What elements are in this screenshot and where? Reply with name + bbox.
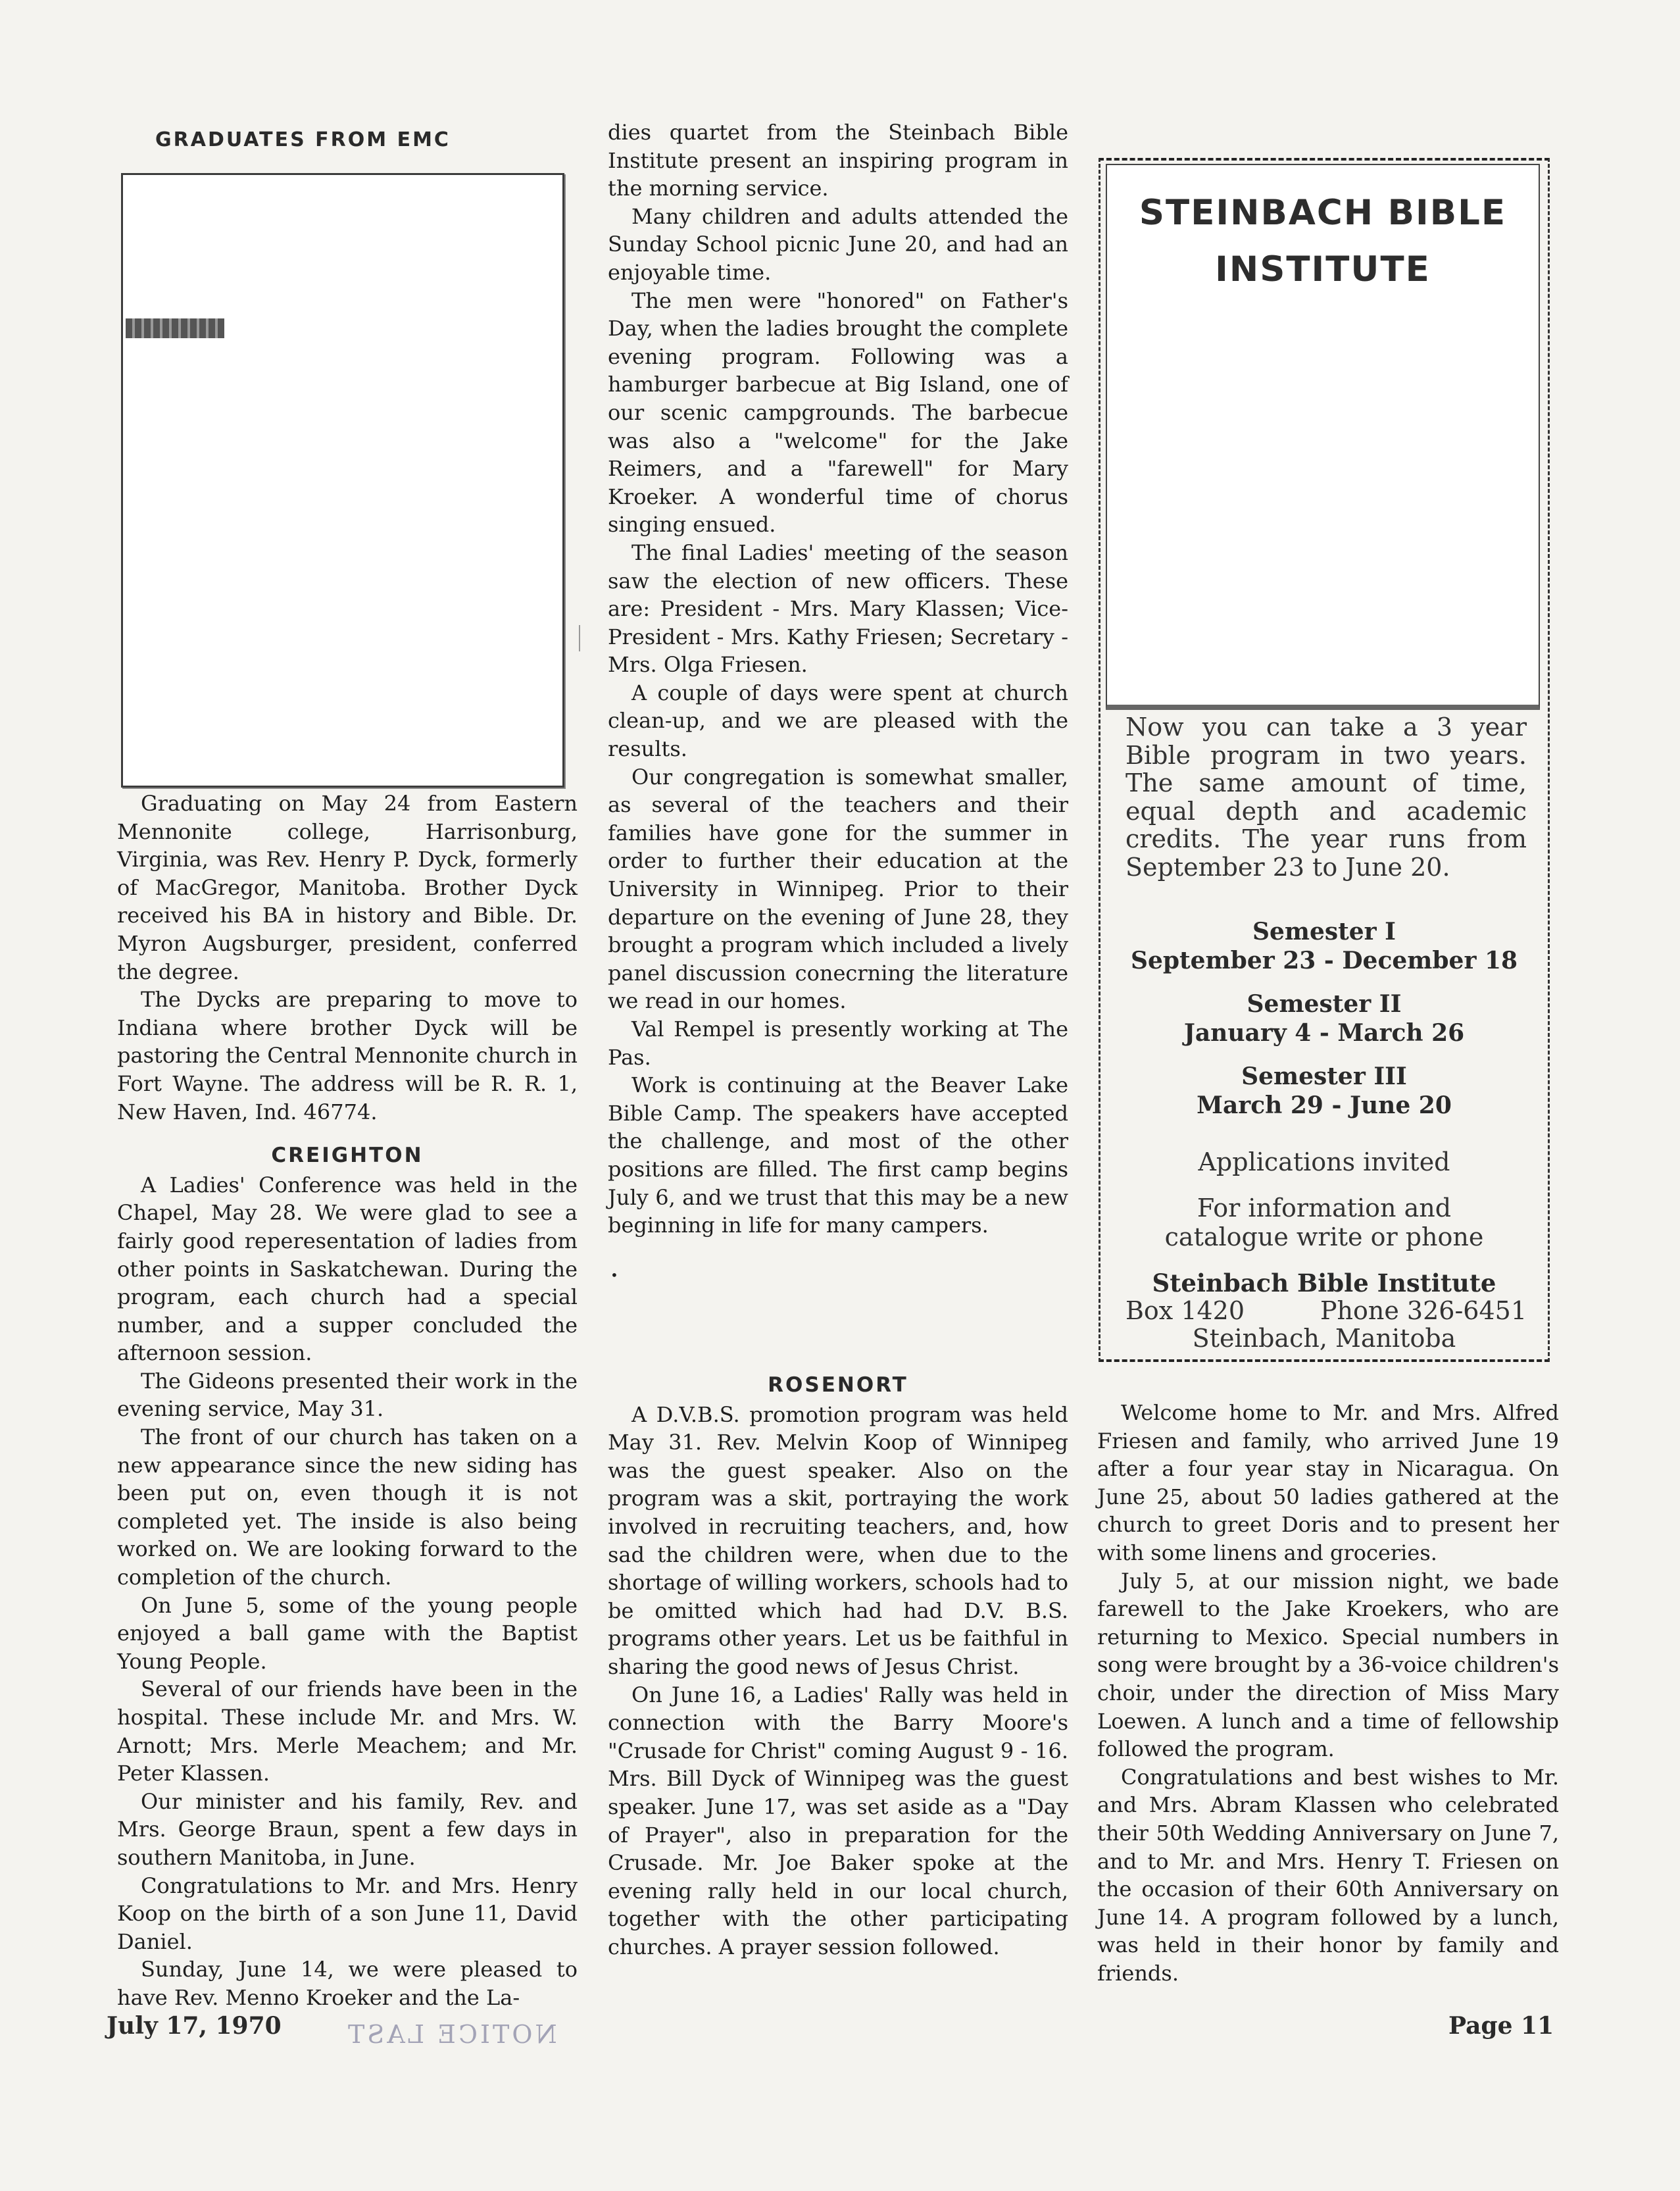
creighton-paragraph: Many children and adults attended the Sunday School picnic June 20, and had an enjoyable time. xyxy=(608,203,1068,285)
creighton-paragraph: dies quartet from the Steinbach Bible Institute present an inspiring program in the morning service. xyxy=(608,120,1068,201)
creighton-paragraph: Val Rempel is presently working at The Pas. xyxy=(608,1017,1068,1070)
semester-1-dates: September 23 - December 18 xyxy=(1130,947,1518,974)
rosenort-paragraph: Congratulations and best wishes to Mr. and Mrs. Abram Klassen who celebrated their 50th Wedding Anniversary on June 7, and to Mr. and Mrs. Henry T. Friesen on the occasion of their 60th Anniversary on June 14. A program followed by a lunch, was held in their honor by family and friends. xyxy=(1097,1764,1559,1986)
creighton-paragraph: Our minister and his family, Rev. and Mrs. George Braun, spent a few days in southern Manitoba, in June. xyxy=(117,1788,578,1870)
creighton-paragraph: A couple of days were spent at church clean-up, and we are pleased with the results. xyxy=(608,680,1068,762)
creighton-paragraph: On June 5, some of the young people enjoyed a ball game with the Baptist Young People. xyxy=(117,1592,578,1674)
graduates-paragraph: The Dycks are preparing to move to Indiana where brother Dyck will be pastoring the Central Mennonite church in Fort Wayne. The address will be R. R. 1, New Haven, Ind. 46774. xyxy=(117,987,578,1124)
creighton-paragraph: Congratulations to Mr. and Mrs. Henry Koop on the birth of a son June 11, David Daniel. xyxy=(117,1873,578,1954)
ad-intro: Now you can take a 3 year Bible program in two years. The same amount of time, equal depth and academic credits. The year runs from September 23 to June 20. xyxy=(1125,713,1527,882)
semester-1-name: Semester I xyxy=(1252,918,1396,945)
semester-3-dates: March 29 - June 20 xyxy=(1197,1092,1452,1119)
semester-2-name: Semester II xyxy=(1247,990,1402,1018)
rosenort-paragraph: Welcome home to Mr. and Mrs. Alfred Friesen and family, who arrived June 19 after a four year stay in Nicaragua. On June 25, about 50 ladies gathered at the church to greet Doris and to present her with some linens and groceries. xyxy=(1097,1400,1559,1565)
creighton-paragraph: Sunday, June 14, we were pleased to have Rev. Menno Kroeker and the La- xyxy=(117,1957,578,2010)
creighton-paragraph: Several of our friends have been in the hospital. These include Mr. and Mrs. W. Arnott; Mrs. Merle Meachem; and Mr. Peter Klassen. xyxy=(117,1676,578,1786)
creighton-heading: CREIGHTON xyxy=(271,1144,424,1168)
creighton-paragraph: The men were "honored" on Father's Day, when the ladies brought the complete evening program. Following was a hamburger barbecue at Big Island, one of our scenic campgrounds. The barbecue was also a "welcome" for the Jake Reimers, and a "farewell" for Mary Kroeker. A wonderful time of chorus singing ensued. xyxy=(608,288,1068,538)
ad-box: Box 1420 xyxy=(1125,1296,1245,1325)
rosenort-article xyxy=(608,1371,1068,1961)
creighton-paragraph: The Gideons presented their work in the evening service, May 31. xyxy=(117,1368,578,1422)
semester-2-dates: January 4 - March 26 xyxy=(1183,1019,1465,1047)
creighton-continued xyxy=(608,118,1068,1240)
page-number: Page 11 xyxy=(1448,2012,1554,2040)
stray-dot: • xyxy=(610,1267,618,1283)
creighton-paragraph: The final Ladies' meeting of the season saw the election of new officers. These are: President - Mrs. Mary Klassen; Vice-President - Mrs. Kathy Friesen; Secretary - Mrs. Olga Friesen. xyxy=(608,540,1068,678)
rosenort-heading: ROSENORT xyxy=(768,1373,908,1397)
bible-institute-ad xyxy=(1099,158,1550,1362)
footer-date: July 17, 1970 xyxy=(107,2012,282,2040)
margin-mark xyxy=(579,625,580,651)
creighton-paragraph: Our congregation is somewhat smaller, as several of the teachers and their families have gone for the summer in order to further their education at the University in Winnipeg. Prior to their departure on the evening of June 28, they brought a program which included a lively panel discussion conecrning the literature we read in our homes. xyxy=(608,764,1068,1014)
photo-caption-tag xyxy=(126,318,224,338)
ad-phone: Phone 326-6451 xyxy=(1320,1296,1527,1325)
rosenort-paragraph: On June 16, a Ladies' Rally was held in connection with the Barry Moore's "Crusade for Christ" coming August 9 - 16. Mrs. Bill Dyck of Winnipeg was the guest speaker. June 17, was set aside as a "Day of Prayer", also in preparation for the Crusade. Mr. Joe Baker spoke at the evening rally held in our local church, together with the other participating churches. A prayer session followed. xyxy=(608,1682,1068,1959)
creighton-paragraph: The front of our church has taken on a new appearance since the new siding has been put on, even though it is not completed yet. The inside is also being worked on. We are looking forward to the completion of the church. xyxy=(117,1424,578,1590)
ad-city: Steinbach, Manitoba xyxy=(1192,1324,1456,1353)
creighton-paragraph: Work is continuing at the Beaver Lake Bible Camp. The speakers have accepted the challenge, and most of the other positions are filled. The first camp begins July 6, and we trust that this may be a new beginning in life for many campers. xyxy=(608,1072,1068,1238)
semester-3-name: Semester III xyxy=(1241,1063,1407,1090)
ad-applications: Applications invited xyxy=(1198,1147,1450,1176)
graduates-article xyxy=(117,790,578,2012)
graduates-heading: GRADUATES FROM EMC xyxy=(155,128,451,151)
ad-info: For information and catalogue write or phone xyxy=(1164,1194,1484,1251)
rosenort-continued xyxy=(1097,1399,1559,1987)
creighton-paragraph: A Ladies' Conference was held in the Chapel, May 28. We were glad to see a fairly good reperesentation of ladies from other points in Saskatchewan. During the program, each church had a special number, and a supper concluded the afternoon session. xyxy=(117,1172,578,1366)
rosenort-paragraph: July 5, at our mission night, we bade farewell to the Jake Kroekers, who are returning to Mexico. Special numbers in song were brought by a 36-voice children's choir, under the direction of Miss Mary Loewen. A lunch and a time of fellowship followed the program. xyxy=(1097,1568,1559,1762)
ad-contact-name: Steinbach Bible Institute xyxy=(1152,1269,1496,1297)
rosenort-paragraph: A D.V.B.S. promotion program was held May 31. Rev. Melvin Koop of Winnipeg was the guest speaker. Also on the program was a skit, portraying the work involved in recruiting teachers, and, how sad the children were, when due to the shortage of willing workers, schools had to be omitted which had had D.V. B.S. programs other years. Let us be faithful in sharing the good news of Jesus Christ. xyxy=(608,1401,1068,1679)
graduate-photo xyxy=(121,173,564,788)
mirrored-stamp: NOTICE LAST xyxy=(345,2020,557,2049)
ad-title: STEINBACH BIBLE INSTITUTE xyxy=(1139,193,1507,290)
ad-photo xyxy=(1106,164,1540,710)
graduates-paragraph: Graduating on May 24 from Eastern Mennonite college, Harrisonburg, Virginia, was Rev. Henry P. Dyck, formerly of MacGregor, Manitoba. Brother Dyck received his BA in history and Bible. Dr. Myron Augsburger, president, conferred the degree. xyxy=(117,791,578,984)
